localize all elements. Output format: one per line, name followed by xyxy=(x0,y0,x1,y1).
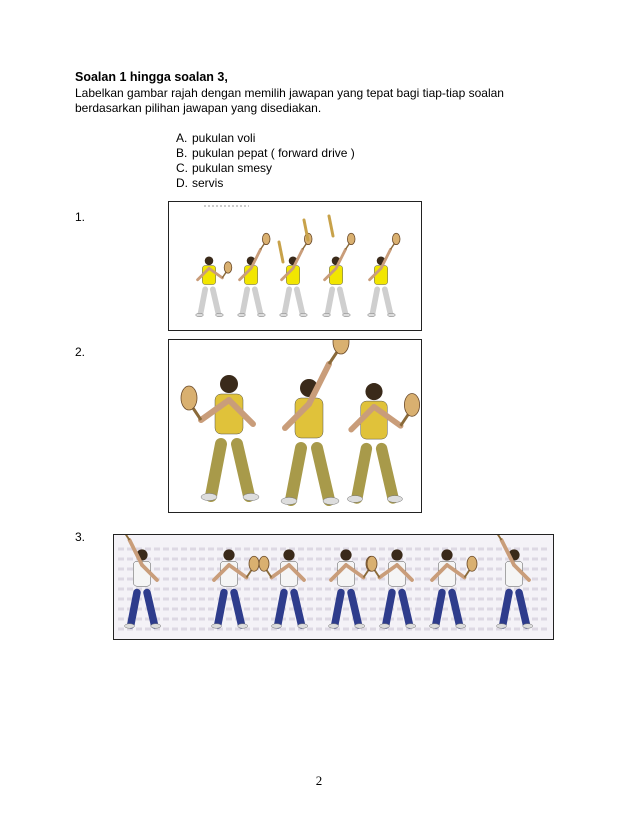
instructions xyxy=(75,86,545,116)
player-shoe xyxy=(280,313,288,316)
racket-handle xyxy=(465,570,470,578)
player-legs xyxy=(357,449,393,498)
player-shoe xyxy=(347,496,362,503)
racket-head xyxy=(367,556,377,571)
racket-motion xyxy=(279,242,283,262)
player-figure xyxy=(238,233,270,316)
racket-head xyxy=(347,233,355,244)
racket-handle xyxy=(346,244,350,250)
player-shoe xyxy=(151,624,161,629)
racket-head xyxy=(467,556,477,571)
player-shoe xyxy=(216,313,224,316)
player-shoe xyxy=(355,624,365,629)
question-3-number: 3. xyxy=(75,530,86,544)
racket-handle xyxy=(303,244,307,250)
question-2-number: 2. xyxy=(75,345,86,359)
question-2-figure xyxy=(168,339,422,513)
racket-motion xyxy=(329,216,333,236)
racket-handle xyxy=(193,408,201,420)
player-shoe xyxy=(298,624,308,629)
player-legs xyxy=(131,593,155,626)
player-shoe xyxy=(238,624,248,629)
player-head xyxy=(441,549,452,560)
player-shoe xyxy=(430,624,440,629)
player-shoe xyxy=(323,497,339,504)
racket-head xyxy=(392,233,400,244)
player-shoe xyxy=(329,624,339,629)
player-head xyxy=(283,549,294,560)
player-legs xyxy=(211,444,249,496)
racket-handle xyxy=(222,272,226,278)
question-1-figure xyxy=(168,201,422,331)
player-figure xyxy=(281,340,349,505)
racket-head xyxy=(249,556,259,571)
option-b: B. pukulan pepat ( forward drive ) xyxy=(176,146,355,160)
racket-handle xyxy=(125,535,130,540)
player-figure xyxy=(196,257,232,317)
player-head xyxy=(205,257,214,266)
player-shoe xyxy=(258,313,266,316)
player-legs xyxy=(284,289,302,314)
player-shoe xyxy=(380,624,390,629)
player-head xyxy=(391,549,402,560)
player-shoe xyxy=(201,493,217,500)
option-a: A. pukulan voli xyxy=(176,131,256,145)
player-head xyxy=(365,383,382,400)
player-shoe xyxy=(300,313,308,316)
racket-handle xyxy=(391,244,395,250)
player-figure xyxy=(323,233,355,316)
racket-handle xyxy=(261,244,265,250)
player-figure xyxy=(347,383,419,502)
player-legs xyxy=(242,289,260,314)
racket-handle xyxy=(375,570,380,578)
player-head xyxy=(220,375,238,393)
question-3-figure xyxy=(113,534,554,640)
racket-head xyxy=(262,233,270,244)
player-legs xyxy=(372,289,390,314)
player-shoe xyxy=(238,313,246,316)
player-shoe xyxy=(212,624,222,629)
player-shoe xyxy=(281,497,297,504)
racket-head xyxy=(224,262,232,273)
racket-handle xyxy=(247,570,252,578)
player-shoe xyxy=(523,624,533,629)
player-head xyxy=(223,549,234,560)
player-figure xyxy=(280,233,312,316)
page-number: 2 xyxy=(315,773,323,788)
player-shoe xyxy=(387,496,402,503)
player-shoe xyxy=(243,493,259,500)
instruction-line-1: Labelkan gambar rajah dengan memilih jawapan yang tepat bagi tiap-tiap soalan xyxy=(75,86,504,100)
instruction-line-2: berdasarkan pilihan jawapan yang disediakan. xyxy=(75,101,322,115)
answer-options xyxy=(176,131,355,191)
racket-handle xyxy=(401,414,409,425)
racket-head xyxy=(181,386,197,410)
player-shoe xyxy=(368,313,376,316)
racket-head xyxy=(259,556,269,571)
player-head xyxy=(340,549,351,560)
player-shoe xyxy=(388,313,396,316)
player-shoe xyxy=(272,624,282,629)
option-c: C. pukulan smesy xyxy=(176,161,273,175)
overhead-swing-illustration xyxy=(169,340,421,512)
racket-handle xyxy=(364,570,369,578)
player-shoe xyxy=(343,313,351,316)
racket-handle xyxy=(497,535,502,540)
player-shoe xyxy=(456,624,466,629)
option-d: D. servis xyxy=(176,176,224,190)
player-figure xyxy=(181,375,259,501)
player-shoe xyxy=(125,624,135,629)
racket-head xyxy=(404,394,419,417)
forward-drive-illustration xyxy=(114,535,553,639)
player-figure xyxy=(368,233,400,316)
question-1-number: 1. xyxy=(75,210,86,224)
player-shoe xyxy=(406,624,416,629)
player-legs xyxy=(327,289,345,314)
player-shoe xyxy=(196,313,204,316)
player-shoe xyxy=(323,313,331,316)
section-heading: Soalan 1 hingga soalan 3, xyxy=(75,70,228,84)
racket-handle xyxy=(267,570,272,578)
racket-handle xyxy=(329,352,337,364)
smash-sequence-illustration xyxy=(169,202,421,330)
player-legs xyxy=(291,448,329,500)
player-legs xyxy=(200,289,218,314)
player-shoe xyxy=(497,624,507,629)
